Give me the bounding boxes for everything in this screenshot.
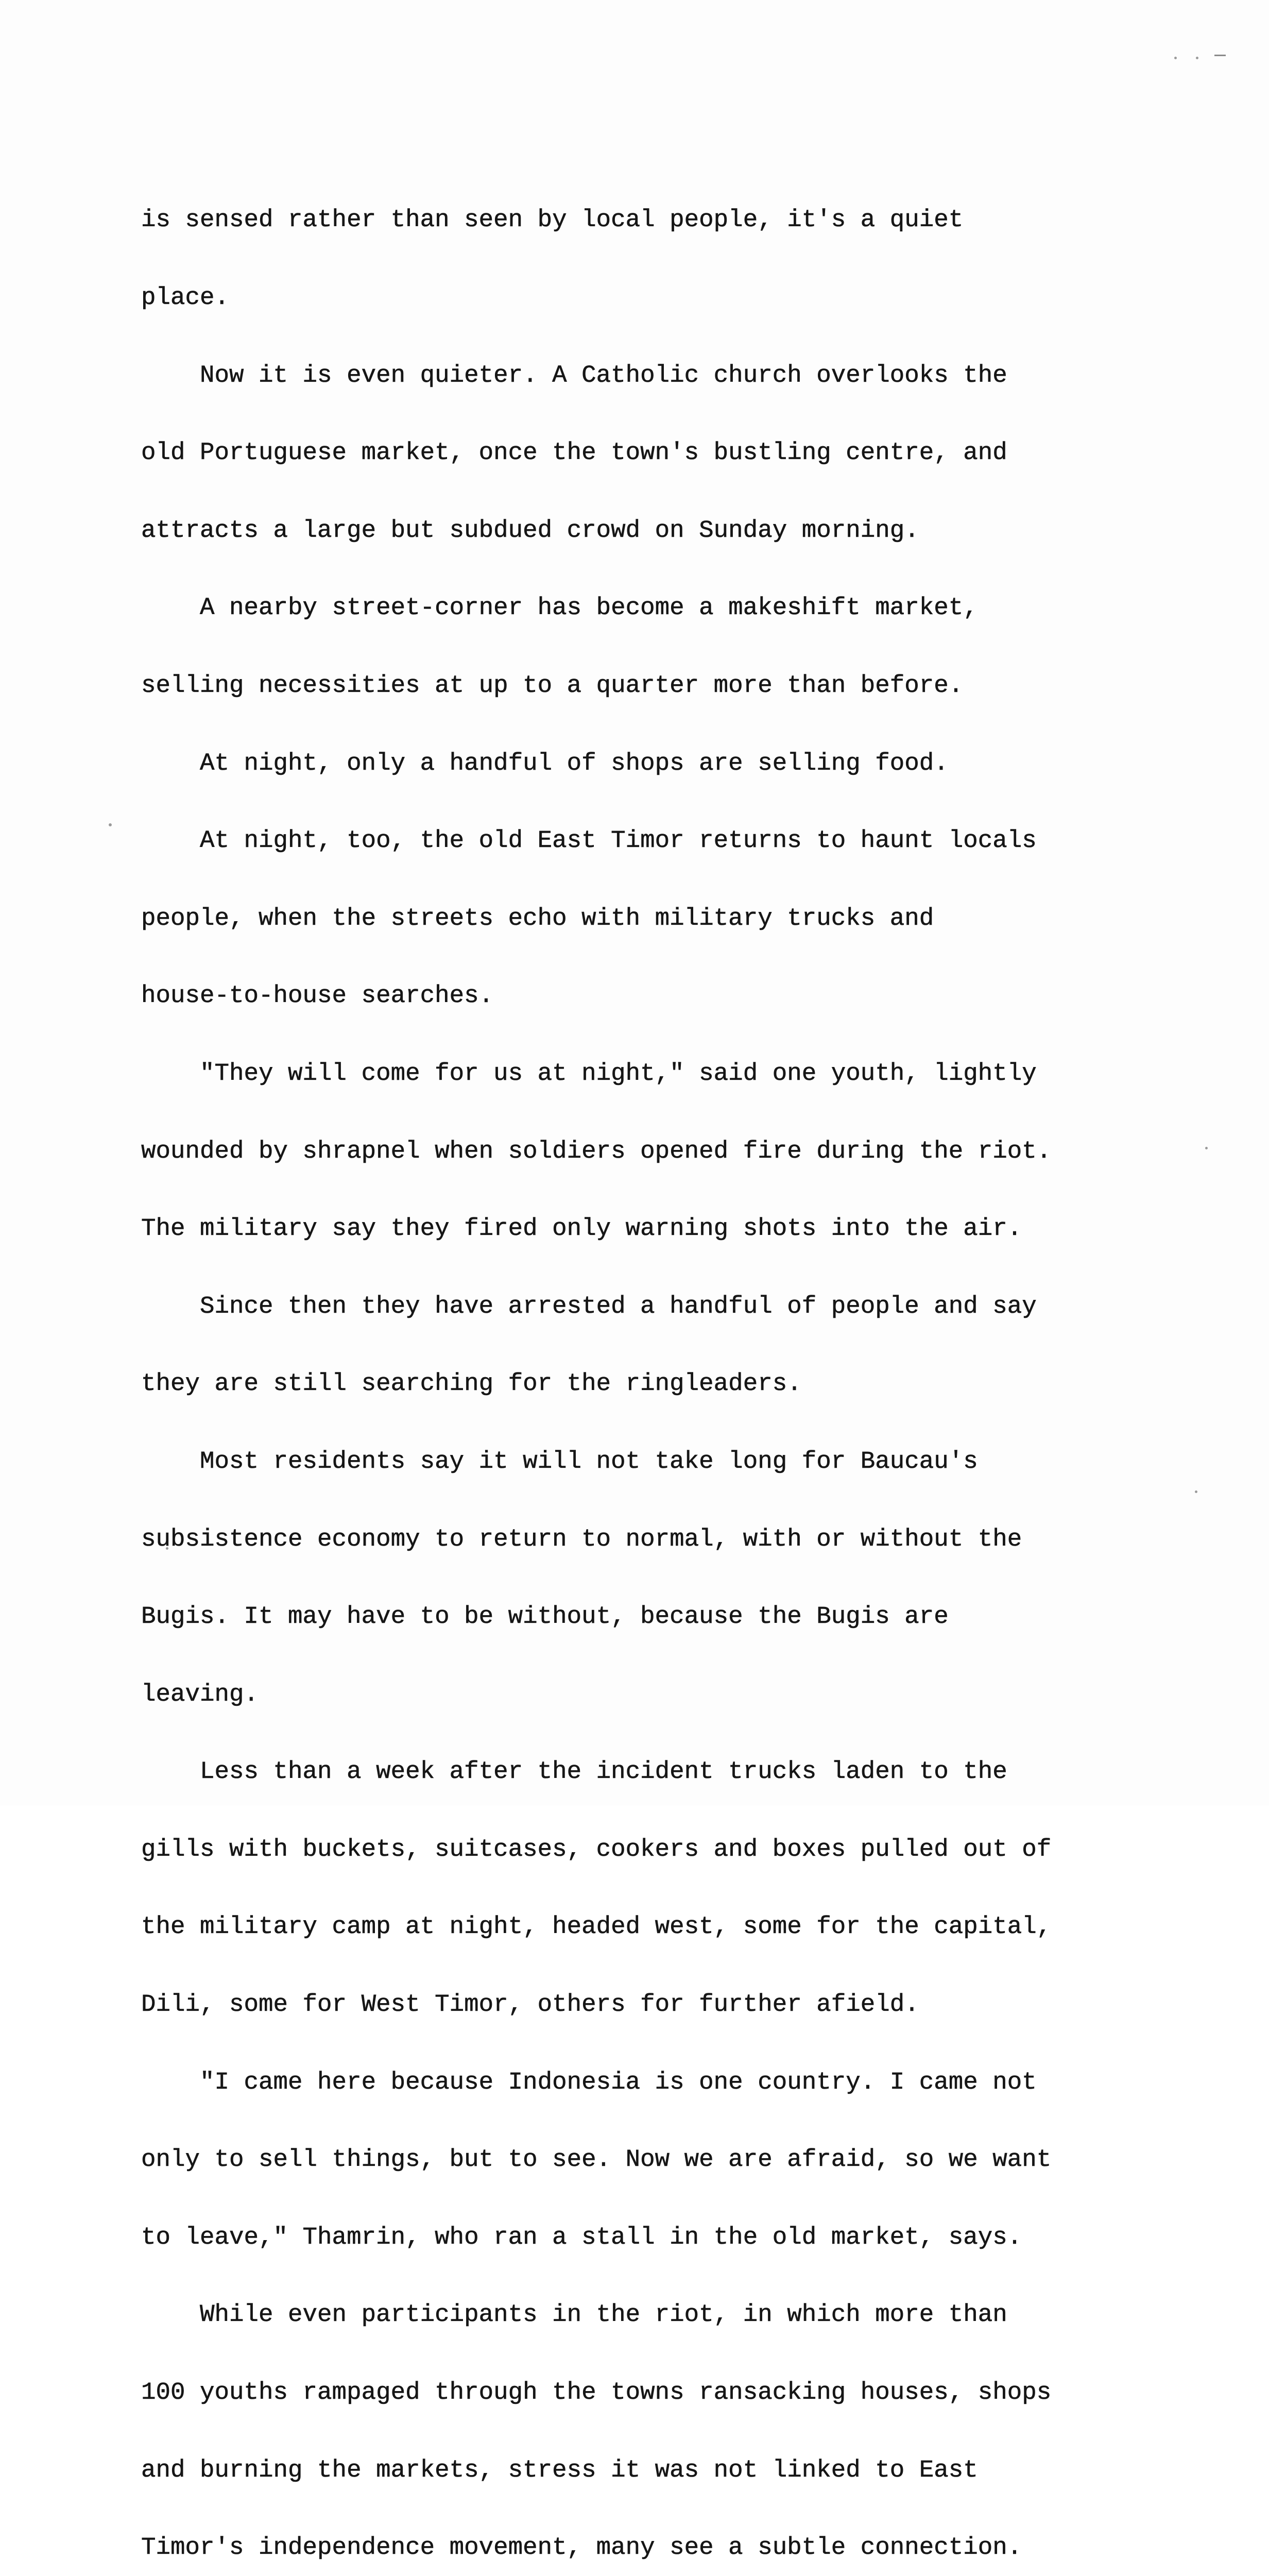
text-line: they are still searching for the ringleaders. [141, 1370, 802, 1398]
text-line: old Portuguese market, once the town's bustling centre, and [141, 439, 1007, 467]
scan-speck [1205, 1147, 1208, 1149]
text-line: A nearby street-corner has become a makeshift market, [141, 594, 978, 622]
text-line: "They will come for us at night," said one youth, lightly [141, 1059, 1037, 1088]
text-line: "I came here because Indonesia is one country. I came not [141, 2068, 1037, 2096]
text-line: gills with buckets, suitcases, cookers and boxes pulled out of [141, 1835, 1052, 1863]
text-line: wounded by shrapnel when soldiers opened fire during the riot. [141, 1137, 1052, 1165]
typescript-body [141, 156, 1171, 2576]
scan-speck [1196, 57, 1198, 59]
text-line: Less than a week after the incident trucks laden to the [141, 1758, 1007, 1786]
scan-artifact [1214, 55, 1226, 56]
text-line: and burning the markets, stress it was not linked to East [141, 2456, 978, 2484]
text-line: place. [141, 284, 230, 312]
text-line: Now it is even quieter. A Catholic church overlooks the [141, 361, 1007, 389]
text-line: 100 youths rampaged through the towns ransacking houses, shops [141, 2379, 1052, 2407]
text-line: Most residents say it will not take long for Baucau's [141, 1447, 978, 1476]
text-line: At night, only a handful of shops are selling food. [141, 749, 949, 777]
text-line: house-to-house searches. [141, 982, 494, 1010]
text-line: Bugis. It may have to be without, because the Bugis are [141, 1603, 949, 1631]
text-line: is sensed rather than seen by local people, it's a quiet [141, 206, 964, 234]
scan-speck [1195, 1490, 1197, 1493]
text-line: the military camp at night, headed west, some for the capital, [141, 1913, 1052, 1941]
text-line: The military say they fired only warning shots into the air. [141, 1215, 1022, 1243]
text-line: leaving. [141, 1680, 259, 1708]
text-line: attracts a large but subdued crowd on Sunday morning. [141, 516, 919, 545]
text-line: Timor's independence movement, many see a subtle connection. [141, 2534, 1022, 2562]
text-line: At night, too, the old East Timor returns to haunt locals [141, 827, 1037, 855]
text-line: to leave," Thamrin, who ran a stall in the old market, says. [141, 2223, 1022, 2251]
text-line: While even participants in the riot, in which more than [141, 2301, 1007, 2329]
text-line: selling necessities at up to a quarter more than before. [141, 671, 964, 700]
text-line: subsistence economy to return to normal, with or without the [141, 1525, 1022, 1553]
text-line: only to sell things, but to see. Now we are afraid, so we want [141, 2146, 1052, 2174]
scan-speck [109, 823, 112, 826]
text-line: Since then they have arrested a handful of people and say [141, 1292, 1037, 1320]
text-line: Dili, some for West Timor, others for further afield. [141, 1991, 919, 2019]
scan-speck [1174, 57, 1177, 59]
text-line: people, when the streets echo with military trucks and [141, 904, 934, 933]
